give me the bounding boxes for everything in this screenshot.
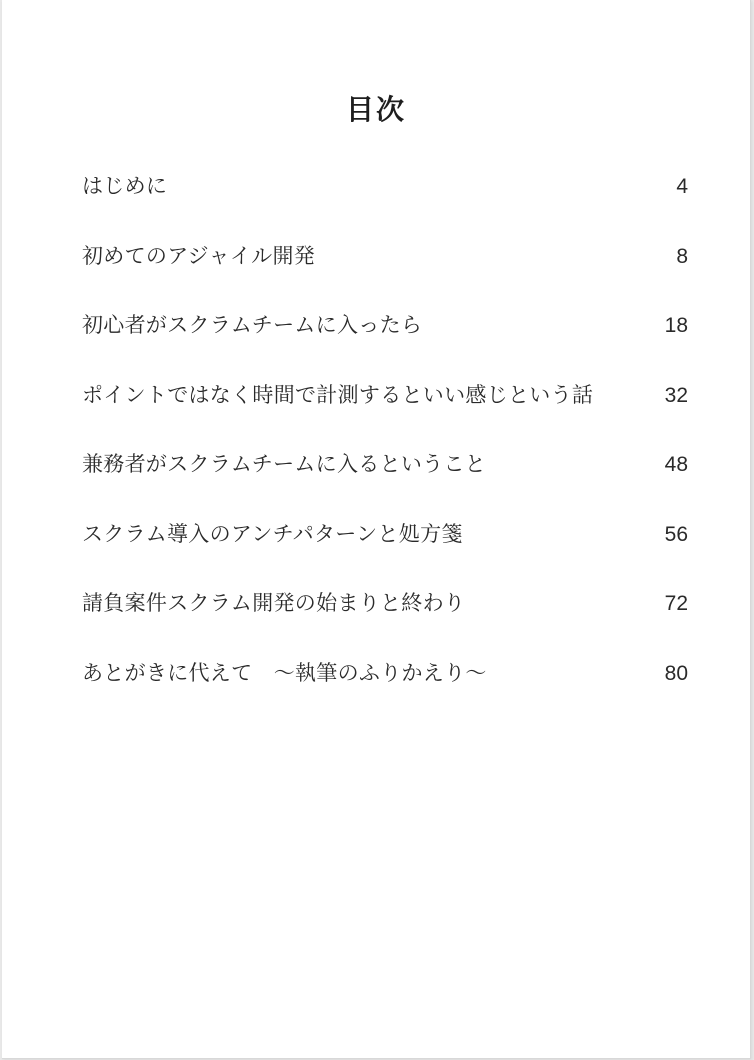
toc-entry-contract-scrum[interactable] (82, 583, 688, 653)
toc-entry-page-number: 48 (664, 453, 688, 476)
toc-entry-title: 兼務者がスクラムチームに入るということ (82, 452, 487, 476)
toc-entry-title: 初心者がスクラムチームに入ったら (82, 313, 423, 337)
toc-entry-page-number: 32 (664, 383, 688, 407)
toc-entry-title: はじめに (82, 174, 168, 198)
document-page (2, 0, 751, 1059)
toc-entry-introduction[interactable] (82, 166, 688, 236)
toc-entry-title: 請負案件スクラム開発の始まりと終わり (82, 591, 466, 615)
toc-entry-page-number: 18 (664, 314, 688, 337)
toc-entry-page-number: 56 (664, 522, 688, 546)
toc-list (82, 166, 688, 722)
toc-entry-title: スクラム導入のアンチパターンと処方箋 (82, 521, 463, 546)
toc-entry-page-number: 8 (676, 244, 688, 268)
toc-heading: 目次 (345, 93, 406, 126)
toc-entry-page-number: 72 (664, 592, 688, 615)
toc-entry-afterword[interactable] (82, 653, 688, 723)
toc-entry-part-time-member[interactable] (82, 444, 688, 514)
toc-entry-title: 初めてのアジャイル開発 (82, 243, 316, 268)
toc-entry-title: ポイントではなく時間で計測するといい感じという話 (82, 382, 594, 407)
toc-entry-first-agile[interactable] (82, 236, 688, 306)
toc-entry-page-number: 80 (664, 661, 688, 685)
toc-entry-beginner-scrum[interactable] (82, 305, 688, 375)
toc-entry-anti-patterns[interactable] (82, 514, 688, 584)
toc-entry-title: あとがきに代えて ～執筆のふりかえり～ (82, 660, 487, 685)
toc-entry-time-estimation[interactable] (82, 375, 688, 445)
toc-entry-page-number: 4 (676, 175, 688, 198)
